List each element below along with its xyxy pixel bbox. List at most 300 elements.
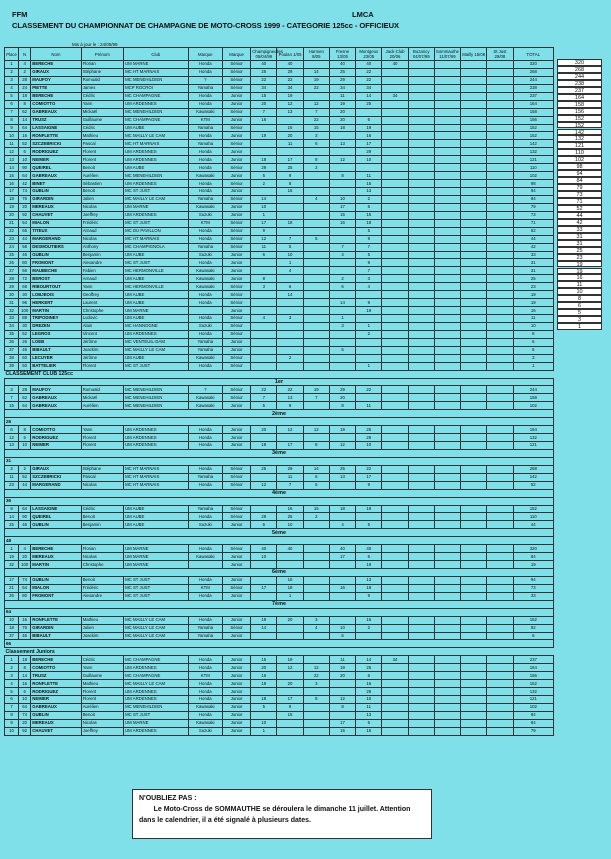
table-cell: Yamaha [188, 505, 222, 513]
column-header: Place [5, 48, 19, 61]
table-cell: Yann [81, 426, 123, 434]
table-cell: 17 [5, 188, 19, 196]
table-cell [251, 561, 277, 569]
table-cell: 164 [513, 426, 553, 434]
table-cell [434, 92, 460, 100]
table-cell: 4 [277, 267, 303, 275]
table-row [5, 711, 554, 719]
table-cell: 94 [513, 188, 553, 196]
total-cell: 79 [557, 184, 602, 191]
table-cell [461, 688, 487, 696]
table-cell: Yamaha [188, 195, 222, 203]
table-cell [487, 243, 513, 251]
table-cell: 25 [5, 521, 19, 529]
table-cell [408, 664, 434, 672]
table-row [5, 124, 554, 132]
table-cell [461, 283, 487, 291]
table-cell [356, 164, 382, 172]
table-cell [382, 299, 408, 307]
table-cell: Mathieu [81, 680, 123, 688]
table-cell: 5 [277, 243, 303, 251]
table-cell: 88 [19, 315, 31, 323]
table-cell: 25 [513, 275, 553, 283]
table-cell: RODRIGUEZ [31, 688, 81, 696]
table-cell [408, 553, 434, 561]
table-cell: 84 [513, 719, 553, 727]
table-cell: 6 [356, 672, 382, 680]
table-cell [303, 656, 329, 664]
table-cell: 10 [5, 727, 19, 735]
table-cell: 2 [277, 354, 303, 362]
table-cell: 8 [19, 426, 31, 434]
table-cell [487, 61, 513, 69]
table-cell: Junior [222, 267, 250, 275]
table-cell: 10 [5, 616, 19, 624]
table-cell [382, 68, 408, 76]
table-cell [461, 680, 487, 688]
table-cell: 7 [5, 703, 19, 711]
table-cell [277, 330, 303, 338]
table-cell [461, 442, 487, 450]
table-cell: 9 [356, 235, 382, 243]
table-cell [408, 465, 434, 473]
table-cell: 84 [513, 195, 553, 203]
table-cell: LEGROS [31, 330, 81, 338]
table-cell [487, 584, 513, 592]
table-cell: BINET [31, 180, 81, 188]
table-cell: 25 [5, 251, 19, 259]
table-cell [382, 203, 408, 211]
table-cell [408, 688, 434, 696]
table-cell: 9 [251, 227, 277, 235]
table-cell: Frédéric [81, 584, 123, 592]
table-cell [434, 219, 460, 227]
table-cell: Sénior [222, 140, 250, 148]
table-cell [329, 291, 355, 299]
table-cell [461, 180, 487, 188]
table-cell: Junior [222, 426, 250, 434]
table-cell [487, 188, 513, 196]
table-cell: 11 [356, 703, 382, 711]
table-cell [487, 299, 513, 307]
table-cell: 5 [5, 688, 19, 696]
table-cell [487, 362, 513, 370]
table-cell [487, 275, 513, 283]
table-cell: Honda [188, 235, 222, 243]
table-cell: Honda [188, 434, 222, 442]
table-row [5, 307, 554, 315]
table-cell: 3 [277, 315, 303, 323]
table-cell [434, 561, 460, 569]
table-cell [382, 148, 408, 156]
table-cell [277, 553, 303, 561]
table-cell [408, 727, 434, 735]
table-cell: 13 [5, 442, 19, 450]
table-cell: MC CHAMPAGNE [124, 656, 189, 664]
table-cell: 20 [251, 664, 277, 672]
total-cell: 25 [557, 247, 602, 254]
table-cell: Junior [222, 156, 250, 164]
table-cell: UM AUBE [124, 505, 189, 513]
table-cell [434, 442, 460, 450]
table-cell: Florent [81, 148, 123, 156]
table-cell [329, 576, 355, 584]
table-cell: 52 [19, 473, 31, 481]
org-right: LMCA [352, 10, 374, 19]
note-title: N'OUBLIEZ PAS : [139, 795, 197, 802]
table-cell: MC HT MARNAIS [124, 465, 189, 473]
table-cell: 20 [19, 553, 31, 561]
total-cell: 52 [557, 205, 602, 212]
table-cell: 1 [5, 61, 19, 69]
table-cell: Sénior [222, 164, 250, 172]
table-cell: 320 [513, 545, 553, 553]
table-cell [329, 132, 355, 140]
table-cell: 2 [356, 624, 382, 632]
table-cell [303, 561, 329, 569]
table-cell [487, 513, 513, 521]
table-cell: 7 [329, 243, 355, 251]
table-cell [408, 616, 434, 624]
table-cell [251, 632, 277, 640]
table-cell [434, 61, 460, 69]
table-cell [461, 664, 487, 672]
table-cell: 40 [329, 545, 355, 553]
table-cell [356, 108, 382, 116]
table-cell [329, 616, 355, 624]
table-cell: 10 [356, 156, 382, 164]
table-cell: 268 [513, 465, 553, 473]
table-cell [461, 632, 487, 640]
table-cell [487, 203, 513, 211]
table-cell: Junior [222, 402, 250, 410]
table-cell: 23 [5, 481, 19, 489]
table-cell: 21 [5, 219, 19, 227]
table-cell: 17 [329, 719, 355, 727]
table-cell: 15 [356, 727, 382, 735]
table-cell: Sénior [222, 68, 250, 76]
table-cell: Sénior [222, 386, 250, 394]
table-cell: 102 [513, 402, 553, 410]
table-cell: 12 [329, 696, 355, 704]
club-points [5, 537, 554, 545]
table-cell: 11 [5, 473, 19, 481]
table-row [5, 132, 554, 140]
table-cell: 11 [513, 315, 553, 323]
table-cell [356, 632, 382, 640]
table-cell: 40 [356, 545, 382, 553]
table-cell [382, 727, 408, 735]
table-cell [461, 291, 487, 299]
club-rank [5, 410, 554, 418]
table-cell [461, 267, 487, 275]
table-cell: 12 [5, 434, 19, 442]
table-cell: UM AUBE [124, 164, 189, 172]
table-cell [487, 195, 513, 203]
table-cell: Honda [188, 68, 222, 76]
table-cell: 6 [329, 283, 355, 291]
table-cell [434, 124, 460, 132]
total-cell: 142 [557, 129, 602, 136]
table-cell: MC HT MARNAIS [124, 481, 189, 489]
table-cell [329, 481, 355, 489]
table-row [5, 235, 554, 243]
table-cell [461, 561, 487, 569]
table-cell: 4 [356, 283, 382, 291]
table-cell [382, 680, 408, 688]
table-cell: Mickaël [81, 394, 123, 402]
table-cell [487, 545, 513, 553]
table-cell: 16 [19, 132, 31, 140]
table-cell [277, 672, 303, 680]
table-cell [461, 672, 487, 680]
table-cell: 42 [513, 243, 553, 251]
table-cell [382, 711, 408, 719]
table-cell [382, 275, 408, 283]
table-cell: MC DU PAVILLON [124, 227, 189, 235]
table-cell: Honda [188, 188, 222, 196]
table-cell [461, 322, 487, 330]
table-cell: PIETTE [31, 84, 81, 92]
table-cell [408, 283, 434, 291]
table-cell: Junior [222, 148, 250, 156]
table-cell: 4 [5, 680, 19, 688]
table-cell: Kawasaki [188, 719, 222, 727]
table-cell: 13 [329, 473, 355, 481]
table-cell [487, 592, 513, 600]
table-cell [461, 545, 487, 553]
table-cell: UM ARDENNES [124, 664, 189, 672]
table-cell [487, 156, 513, 164]
table-cell [277, 362, 303, 370]
table-cell [461, 227, 487, 235]
table-cell: 25 [251, 68, 277, 76]
table-cell: Honda [188, 259, 222, 267]
table-row [5, 322, 554, 330]
table-cell: MC CHAMPAGNE [124, 92, 189, 100]
table-cell: 7 [5, 394, 19, 402]
table-cell: 64 [19, 124, 31, 132]
table-cell: 15 [329, 727, 355, 735]
table-cell [408, 156, 434, 164]
table-cell [303, 188, 329, 196]
table-cell: Junior [222, 132, 250, 140]
table-cell [408, 322, 434, 330]
table-cell [382, 140, 408, 148]
club-rank-label: 4ème [5, 489, 554, 497]
table-cell: 11 [356, 402, 382, 410]
table-cell: 8 [303, 156, 329, 164]
table-cell: 132 [513, 148, 553, 156]
table-cell [434, 362, 460, 370]
table-cell [382, 442, 408, 450]
table-cell [487, 664, 513, 672]
table-cell [408, 227, 434, 235]
table-cell: Yamaha [188, 243, 222, 251]
table-cell [382, 719, 408, 727]
table-row [5, 481, 554, 489]
table-cell: 34 [5, 322, 19, 330]
table-cell: GABREAUX [31, 108, 81, 116]
total-cell: 31 [557, 233, 602, 240]
table-cell: 102 [513, 703, 553, 711]
table-cell: 19 [277, 656, 303, 664]
table-cell: GUBLIN [31, 521, 81, 529]
table-cell: 14 [19, 672, 31, 680]
table-cell: Honda [188, 156, 222, 164]
column-header: Sommauthe 11/07/99 [435, 49, 460, 59]
table-cell [487, 124, 513, 132]
table-cell: Sénior [222, 584, 250, 592]
table-cell: 30 [19, 322, 31, 330]
table-cell: Arnaud [81, 227, 123, 235]
table-cell: MC VENTEUIL-DAM [124, 338, 189, 346]
table-cell: 7 [303, 394, 329, 402]
table-cell [303, 434, 329, 442]
table-cell: 30 [19, 291, 31, 299]
table-cell: UM ARDENNES [124, 727, 189, 735]
table-cell [487, 561, 513, 569]
table-cell: Honda [188, 315, 222, 323]
table-cell: Junior [222, 442, 250, 450]
table-cell: 42 [19, 180, 31, 188]
table-cell: 40 [356, 61, 382, 69]
table-cell [487, 553, 513, 561]
table-cell [303, 251, 329, 259]
table-row [5, 180, 554, 188]
table-cell: 96 [19, 299, 31, 307]
table-cell: 152 [513, 132, 553, 140]
table-cell: 31 [5, 299, 19, 307]
table-cell [434, 727, 460, 735]
table-cell [408, 267, 434, 275]
table-cell: 132 [513, 434, 553, 442]
table-cell [461, 156, 487, 164]
table-cell: Honda [188, 330, 222, 338]
table-cell [303, 219, 329, 227]
table-cell: Honda [188, 616, 222, 624]
table-cell [329, 227, 355, 235]
table-cell [382, 354, 408, 362]
table-cell: 18 [251, 156, 277, 164]
table-cell: 7 [277, 235, 303, 243]
table-cell [329, 188, 355, 196]
total-cell: 238 [557, 80, 602, 87]
table-cell: 15 [277, 188, 303, 196]
table-cell: Junior [222, 711, 250, 719]
table-cell [382, 616, 408, 624]
club-rank-label: 3ème [5, 449, 554, 457]
table-cell: 320 [513, 61, 553, 69]
table-cell: Junior [222, 251, 250, 259]
table-cell [434, 211, 460, 219]
table-cell [408, 362, 434, 370]
table-cell [487, 84, 513, 92]
total-cell: 320 [557, 59, 602, 66]
table-cell: 22 [303, 672, 329, 680]
table-cell [408, 275, 434, 283]
table-cell [408, 624, 434, 632]
table-cell: 10 [329, 624, 355, 632]
table-cell [277, 727, 303, 735]
section-title-juniors-label: Classement Juniors [5, 648, 554, 656]
table-cell [461, 299, 487, 307]
table-cell [329, 148, 355, 156]
table-cell: 14 [277, 291, 303, 299]
table-cell: 12 [329, 156, 355, 164]
table-cell [487, 211, 513, 219]
table-cell [461, 711, 487, 719]
table-cell: 7 [303, 108, 329, 116]
table-cell: Kawasaki [188, 203, 222, 211]
table-cell: 152 [513, 505, 553, 513]
table-cell: 8 [329, 703, 355, 711]
table-cell: KTM [188, 584, 222, 592]
club-rank [5, 449, 554, 457]
table-cell: UM ARDENNES [124, 434, 189, 442]
table-cell: Joackim [81, 346, 123, 354]
table-cell [434, 267, 460, 275]
table-cell [277, 434, 303, 442]
table-cell [434, 576, 460, 584]
table-cell: 84 [513, 553, 553, 561]
table-cell: BIBAULT [31, 632, 81, 640]
table-cell: 15 [277, 576, 303, 584]
club-points [5, 608, 554, 616]
table-cell: 16 [513, 307, 553, 315]
table-cell: Honda [188, 362, 222, 370]
table-cell [461, 275, 487, 283]
table-cell: Yamaha [188, 632, 222, 640]
table-cell: 142 [513, 140, 553, 148]
table-cell: Junior [222, 703, 250, 711]
table-cell: MC HERMONVILLE [124, 283, 189, 291]
table-cell: 20 [19, 719, 31, 727]
table-cell: 9 [5, 719, 19, 727]
total-cell: 10 [557, 288, 602, 295]
table-cell [408, 696, 434, 704]
table-cell: 16 [277, 124, 303, 132]
table-cell [461, 465, 487, 473]
table-cell: UM MARNE [124, 545, 189, 553]
table-cell: MC HT MARNAIS [124, 473, 189, 481]
total-cell: 31 [557, 240, 602, 247]
table-cell [303, 61, 329, 69]
table-cell: Sénior [222, 299, 250, 307]
table-cell: Kawasaki [188, 172, 222, 180]
table-cell [461, 243, 487, 251]
table-cell: 34 [382, 656, 408, 664]
table-row [5, 354, 554, 362]
table-cell: SZCZEBRICKI [31, 140, 81, 148]
table-cell: Honda [188, 680, 222, 688]
table-cell: 11 [277, 473, 303, 481]
table-cell: 5 [251, 703, 277, 711]
table-cell: Florian [81, 545, 123, 553]
table-cell [382, 584, 408, 592]
table-cell [461, 330, 487, 338]
table-cell: 3 [303, 680, 329, 688]
table-cell [382, 180, 408, 188]
table-cell: 28 [19, 76, 31, 84]
table-row [5, 275, 554, 283]
table-cell: 40 [251, 61, 277, 69]
table-cell [487, 521, 513, 529]
table-cell: 14 [251, 195, 277, 203]
table-cell: 16 [329, 219, 355, 227]
table-cell: ? [188, 386, 222, 394]
table-cell [434, 195, 460, 203]
